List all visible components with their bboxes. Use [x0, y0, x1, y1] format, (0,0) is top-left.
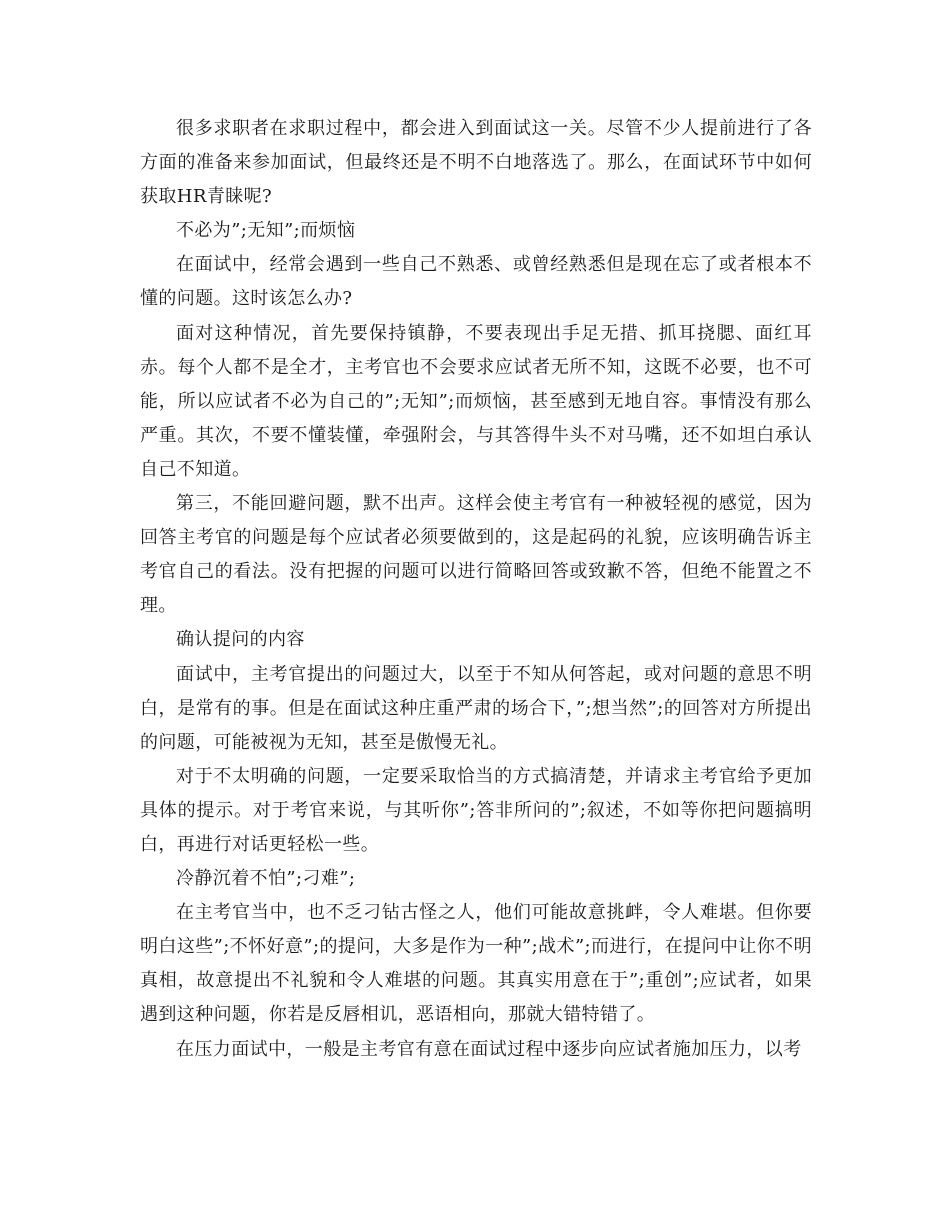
- heading-confirm-question: 确认提问的内容: [176, 629, 305, 651]
- paragraph-no-avoiding: 第三，不能回避问题，默不出声。这样会使主考官有一种被轻视的感觉，因为回答主考官的问题是每个应试者必须要做到的，这是起码的礼貌，应该明确告诉主考官自己的看法。没有把握的问题可以进行简略回答或致歉不答，但绝不能置之不理。: [140, 493, 812, 617]
- heading-no-worry-ignorance: 不必为”;无知”;而烦恼: [176, 220, 356, 242]
- paragraph-intro: 很多求职者在求职过程中，都会进入到面试这一关。尽管不少人提前进行了各方面的准备来参加面试，但最终还是不明不白地落选了。那么，在面试环节中如何获取HR青睐呢?: [140, 118, 812, 208]
- paragraph-big-questions: 面试中，主考官提出的问题过大，以至于不知从何答起，或对问题的意思不明白，是常有的事。但是在面试这种庄重严肃的场合下，”;想当然”;的回答对方所提出的问题，可能被视为无知，甚至是傲慢无礼。: [140, 663, 812, 753]
- paragraph-stay-calm: 面对这种情况，首先要保持镇静，不要表现出手足无措、抓耳挠腮、面红耳赤。每个人都不是全才，主考官也不会要求应试者无所不知，这既不必要，也不可能，所以应试者不必为自己的”;无知”;而烦恼，甚至感到无地自容。事情没有那么严重。其次，不要不懂装懂，牵强附会，与其答得牛头不对马嘴，还不如坦白承认自己不知道。: [140, 322, 812, 480]
- paragraph-unclear-questions: 对于不太明确的问题，一定要采取恰当的方式搞清楚，并请求主考官给予更加具体的提示。对于考官来说，与其听你”;答非所问的”;叙述，不如等你把问题搞明白，再进行对话更轻松一些。: [140, 765, 812, 855]
- document-body: [140, 112, 812, 1067]
- paragraph-tricky-interviewers: 在主考官当中，也不乏刁钻古怪之人，他们可能故意挑衅，令人难堪。但你要明白这些”;不怀好意”;的提问，大多是作为一种”;战术”;而进行，在提问中让你不明真相，故意提出不礼貌和令人难堪的问题。其真实用意在于”;重创”;应试者，如果遇到这种问题，你若是反唇相讥，恶语相向，那就大错特错了。: [140, 902, 812, 1026]
- paragraph-pressure-interview: 在压力面试中，一般是主考官有意在面试过程中逐步向应试者施加压力，以考: [176, 1038, 802, 1060]
- heading-calm-under-difficulty: 冷静沉着不怕”;刁难”;: [176, 868, 356, 890]
- paragraph-unfamiliar-questions: 在面试中，经常会遇到一些自己不熟悉、或曾经熟悉但是现在忘了或者根本不懂的问题。这时该怎么办?: [140, 254, 812, 310]
